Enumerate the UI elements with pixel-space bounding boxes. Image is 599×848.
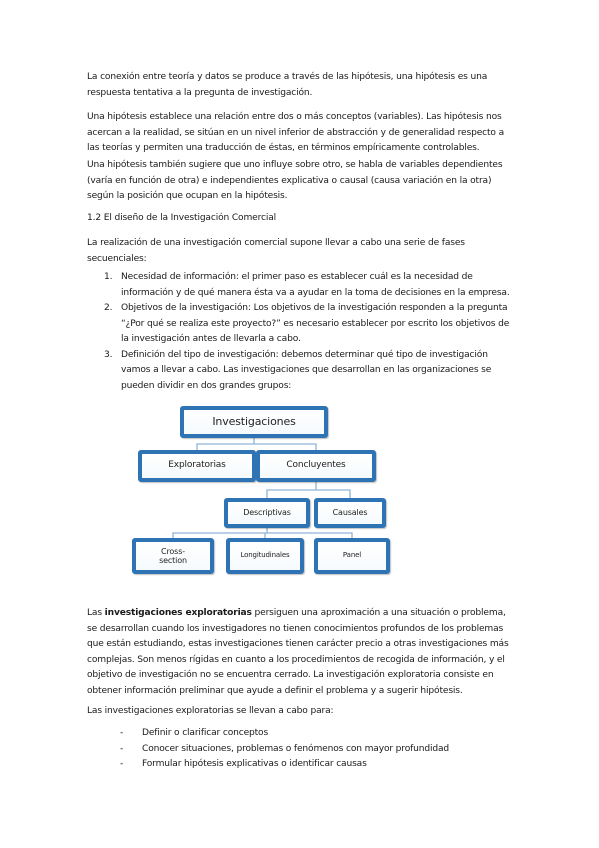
dash-bullet: -	[120, 728, 124, 738]
node-label-line: Cross-	[161, 547, 185, 556]
connector-concluyentes	[267, 482, 350, 498]
node-descriptivas: Descriptivas	[224, 498, 310, 528]
node-label-line: section	[159, 556, 187, 565]
list-item-text: Definir o clarificar conceptos	[142, 728, 269, 738]
list-item-text: Objetivos de la investigación: Los objetivos de la investigación responden a la pregunta “¿Por qué se realiza este proyecto?” es necesario establecer por escrito los objetivos de la investigación antes de llevarla a cabo.	[121, 303, 510, 344]
list-item	[87, 270, 517, 301]
paragraph-exploratory-uses: Las investigaciones exploratorias se llevan a cabo para:	[87, 706, 334, 716]
research-types-diagram	[126, 398, 390, 588]
list-item	[87, 348, 517, 395]
paragraph-hypothesis-variables: Una hipótesis también sugiere que uno influye sobre otro, se habla de variables dependientes (varía en función de otra) e independientes explicativa o causal (causa variación en la otra) según la posición que ocupan en la hipótesis.	[87, 160, 503, 201]
list-number: 2.	[104, 303, 113, 313]
node-longitudinales: Longitudinales	[226, 538, 304, 574]
connector-descriptivas	[173, 528, 352, 538]
node-panel: Panel	[314, 538, 390, 574]
node-concluyentes: Concluyentes	[256, 450, 376, 482]
list-number: 1.	[104, 272, 113, 282]
section-heading: 1.2 El diseño de la Investigación Comercial	[87, 213, 277, 223]
paragraph-exploratory: Las investigaciones exploratorias persiguen una aproximación a una situación o problema, se desarrollan cuando los investigadores no tienen conocimientos profundos de los problemas que están estudiando, estas investigaciones tienen carácter precio a otras investigaciones más complejas. Son menos rígidas en cuanto a los procedimientos de recogida de información, y el objetivo de investigación no se encuentra cerrado. La investigación exploratoria consiste en obtener información preliminar que ayude a definir el problema y a sugerir hipótesis.	[87, 608, 509, 696]
list-item-text: Definición del tipo de investigación: debemos determinar qué tipo de investigación vamos a llevar a cabo. Las investigaciones que desarrollan en las organizaciones se pueden dividir en dos grandes grupos:	[121, 349, 492, 391]
uses-list	[120, 726, 520, 773]
list-number: 3.	[104, 349, 113, 360]
list-item-text: Conocer situaciones, problemas o fenómenos con mayor profundidad	[142, 743, 450, 754]
node-investigaciones: Investigaciones	[180, 406, 328, 438]
list-item-text: Formular hipótesis explicativas o identificar causas	[142, 759, 367, 769]
list-item	[120, 726, 520, 742]
list-item	[87, 301, 517, 348]
node-cross-section	[132, 538, 214, 574]
dash-bullet: -	[120, 743, 124, 754]
connector-root-level1	[197, 438, 316, 450]
bold-term: investigaciones exploratorias	[104, 608, 252, 618]
phases-list	[87, 270, 517, 394]
list-item-text: Necesidad de información: el primer paso es establecer cuál es la necesidad de información y de qué manera ésta va a ayudar en la toma de decisiones en la empresa.	[121, 272, 510, 298]
node-causales: Causales	[314, 498, 386, 528]
paragraph-hypothesis-intro: La conexión entre teoría y datos se produce a través de las hipótesis, una hipótesis es una respuesta tentativa a la pregunta de investigación.	[87, 72, 488, 98]
node-exploratorias: Exploratorias	[138, 450, 256, 482]
dash-bullet: -	[120, 759, 124, 769]
list-item	[120, 742, 520, 758]
paragraph-phases-intro: La realización de una investigación comercial supone llevar a cabo una serie de fases secuenciales:	[87, 238, 465, 264]
list-item	[120, 757, 520, 773]
paragraph-hypothesis-relation: Una hipótesis establece una relación entre dos o más conceptos (variables). Las hipótesis nos acercan a la realidad, se sitúan en un nivel inferior de abstracción y de generalidad respecto a las teorías y permiten una traducción de éstas, en términos empíricamente controlables.	[87, 112, 505, 153]
